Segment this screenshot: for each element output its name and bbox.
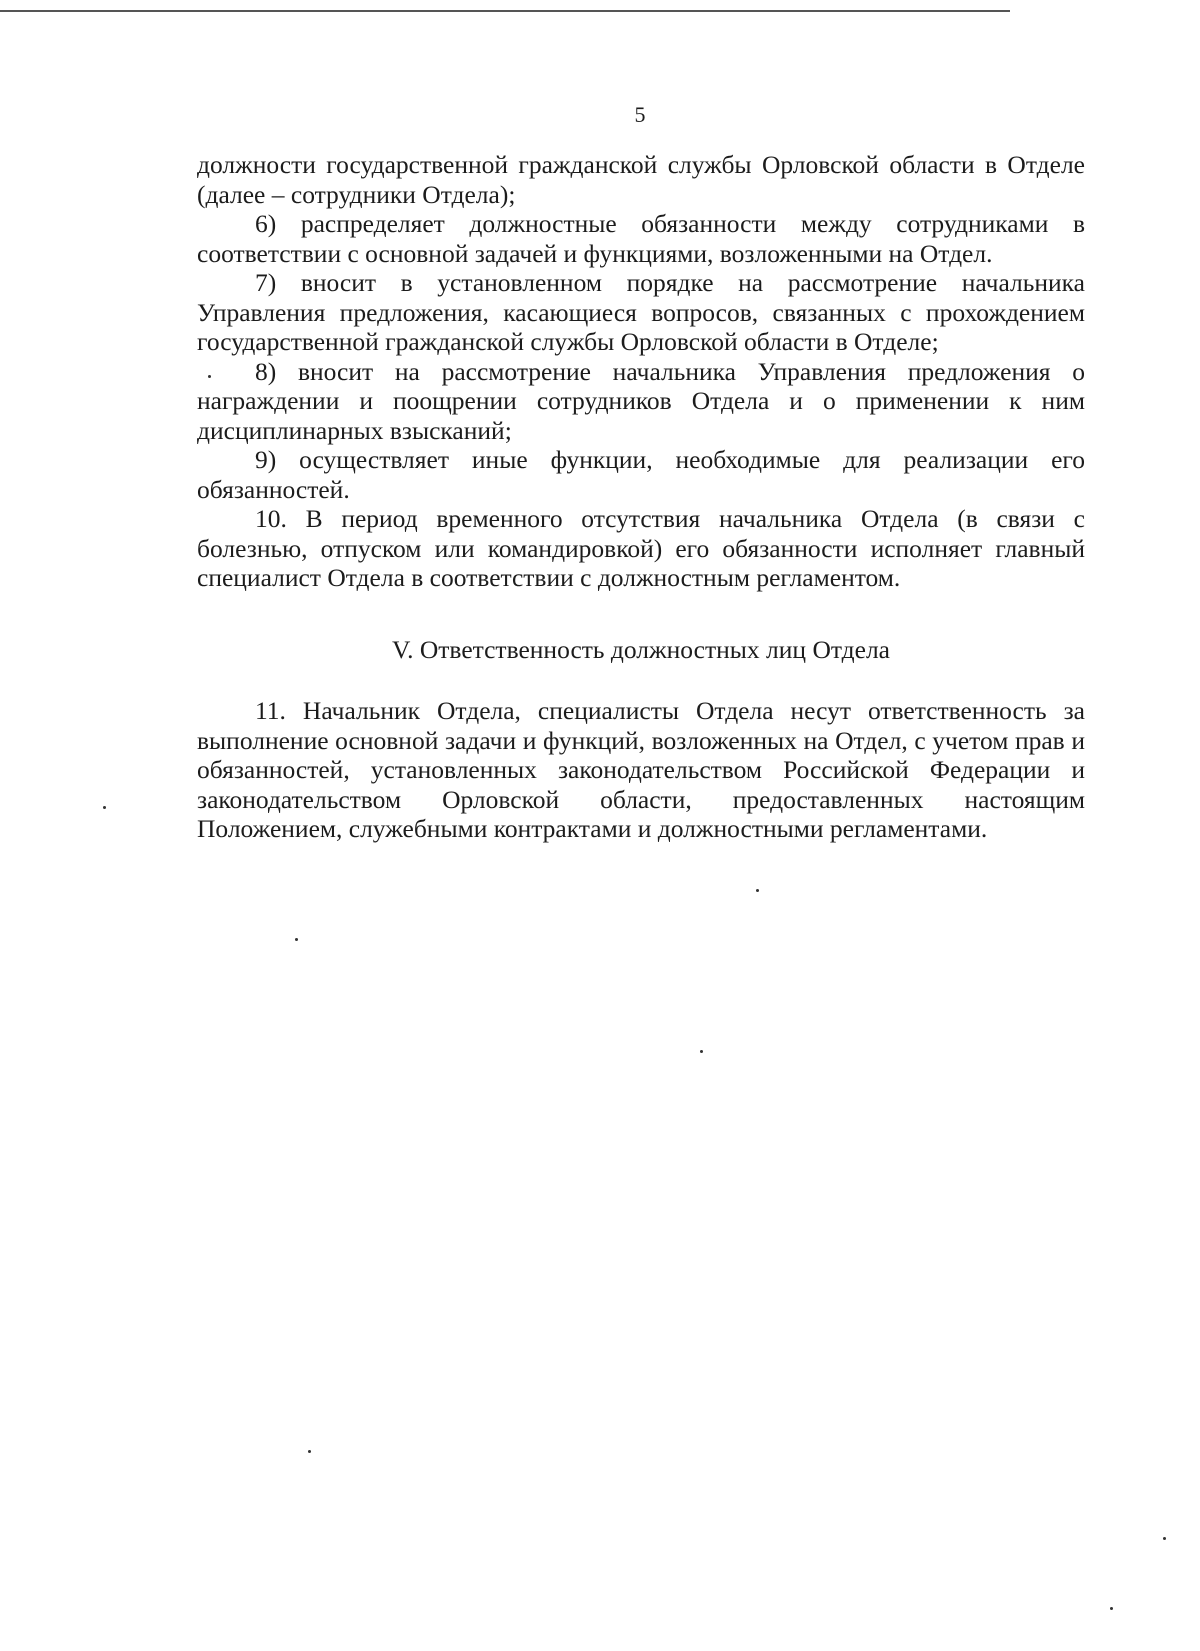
scan-speck: [308, 1450, 311, 1453]
page-number: 5: [634, 102, 646, 127]
scan-speck: [1163, 1537, 1166, 1540]
paragraph-item-7: 7) вносит в установленном порядке на рассмотрение начальника Управления предложения, касающиеся вопросов, связанных с прохождением государственной гражданской службы Орловской области в Отделе;: [197, 268, 1085, 356]
paragraph-item-8: 8) вносит на рассмотрение начальника Управления предложения о награждении и поощрении сотрудников Отдела и о применении к ним дисциплинарных взысканий;: [197, 356, 1085, 445]
paragraph-11: 11. Начальник Отдела, специалисты Отдела несут ответственность за выполнение основной задачи и функций, возложенных на Отдел, с учетом прав и обязанностей, установленных законодательством Российской Федерации и законодательством Орловской области, предоставленных настоящим Положением, служебными контрактами и должностными регламентами.: [197, 696, 1085, 843]
scan-speck: [103, 806, 106, 809]
scan-speck: [208, 375, 211, 378]
paragraph-item-9: 9) осуществляет иные функции, необходимые для реализации его обязанностей.: [197, 445, 1085, 504]
scan-speck: [295, 938, 298, 941]
scan-speck: [756, 889, 759, 892]
body-text-top: [197, 150, 1085, 593]
body-text-bottom: [197, 696, 1085, 844]
paragraph-continuation: должности государственной гражданской службы Орловской области в Отделе (далее – сотрудники Отдела);: [197, 150, 1085, 209]
scan-speck: [1110, 1607, 1113, 1610]
paragraph-item-6: 6) распределяет должностные обязанности между сотрудниками в соответствии с основной задачей и функциями, возложенными на Отдел.: [197, 209, 1085, 268]
scan-edge-line: [0, 10, 1010, 12]
scan-speck: [700, 1050, 703, 1053]
paragraph-10: 10. В период временного отсутствия начальника Отдела (в связи с болезнью, отпуском или командировкой) его обязанности исполняет главный специалист Отдела в соответствии с должностным регламентом.: [197, 504, 1085, 592]
section-heading: V. Ответственность должностных лиц Отдела: [392, 635, 890, 664]
